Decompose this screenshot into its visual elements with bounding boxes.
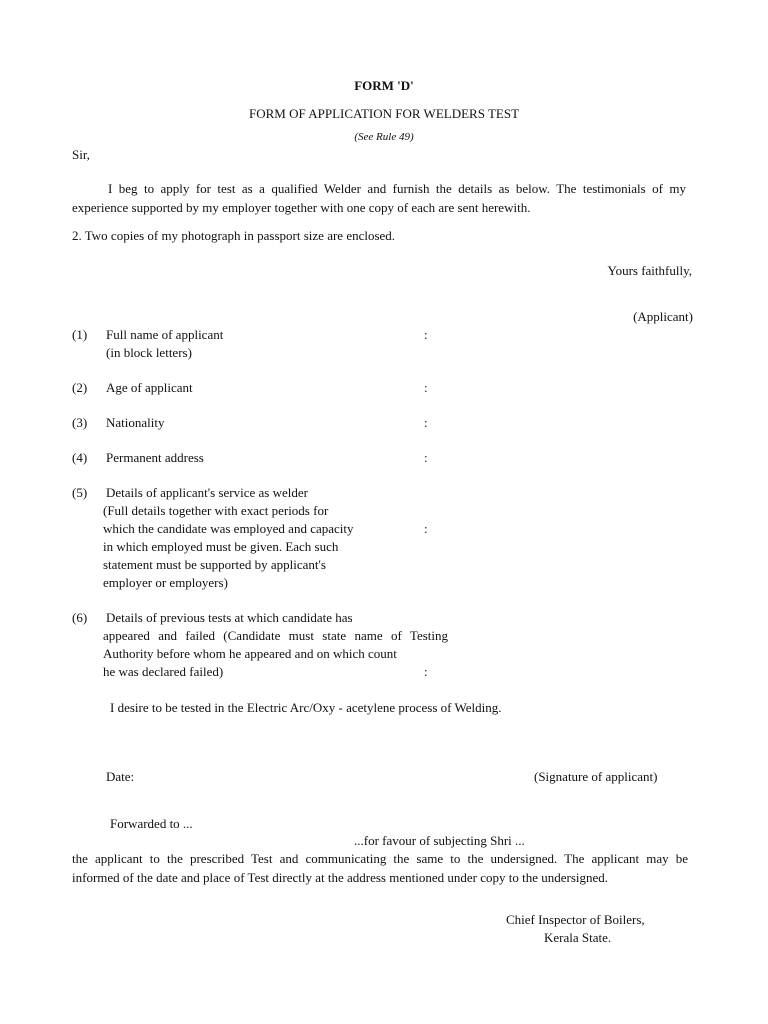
authority-title: Chief Inspector of Boilers, [506,912,645,927]
field-label: Nationality [106,415,165,430]
date-label: Date: [106,769,135,784]
field-label: Details of previous tests at which candidate has [106,610,353,625]
field-sublabel: he was declared failed) [103,664,224,679]
field-number: (4) [72,450,88,465]
field-colon: : [424,521,428,536]
form-subtitle: FORM OF APPLICATION FOR WELDERS TEST [248,106,520,121]
forwarded-to: Forwarded to ... [110,816,193,831]
field-colon: : [424,327,428,342]
forward-paragraph-line-2: informed of the date and place of Test directly at the address mentioned under copy to the undersigned. [72,870,609,885]
field-sublabel: (Full details together with exact periods for [103,503,329,518]
field-label: Permanent address [106,450,204,465]
declaration: I desire to be tested in the Electric Arc/Oxy - acetylene process of Welding. [110,700,502,715]
field-colon: : [424,415,428,430]
field-number: (5) [72,485,88,500]
form-title: FORM 'D' [354,78,414,93]
field-colon: : [424,664,428,679]
closing: Yours faithfully, [607,263,692,278]
field-sublabel: in which employed must be given. Each such [103,539,339,554]
field-label: Full name of applicant [106,327,224,342]
field-colon: : [424,450,428,465]
signature-label: (Signature of applicant) [534,769,658,784]
field-sublabel: employer or employers) [103,575,228,590]
for-favour-line: ...for favour of subjecting Shri ... [354,833,525,848]
paragraph-1-line-1: I beg to apply for test as a qualified Welder and furnish the details as below. The testimonials of my [108,181,686,196]
field-number: (2) [72,380,88,395]
field-sublabel: (in block letters) [106,345,192,360]
authority-state: Kerala State. [544,930,612,945]
field-number: (6) [72,610,88,625]
field-label: Details of applicant's service as welder [106,485,308,500]
field-colon: : [424,380,428,395]
applicant-label: (Applicant) [633,309,693,324]
field-sublabel: which the candidate was employed and capacity [103,521,354,536]
salutation: Sir, [72,147,90,162]
paragraph-2: 2. Two copies of my photograph in passport size are enclosed. [72,228,396,243]
field-sublabel: statement must be supported by applicant's [103,557,326,572]
field-number: (1) [72,327,88,342]
forward-paragraph-line-1: the applicant to the prescribed Test and communicating the same to the undersigned. The applicant may be [72,851,688,866]
field-sublabel: appeared and failed (Candidate must state name of Testing [103,628,448,643]
paragraph-1-line-2: experience supported by my employer together with one copy of each are sent herewith. [72,200,531,215]
field-number: (3) [72,415,88,430]
rule-reference: (See Rule 49) [354,131,414,143]
field-sublabel: Authority before whom he appeared and on which count [103,646,397,661]
field-label: Age of applicant [106,380,193,395]
